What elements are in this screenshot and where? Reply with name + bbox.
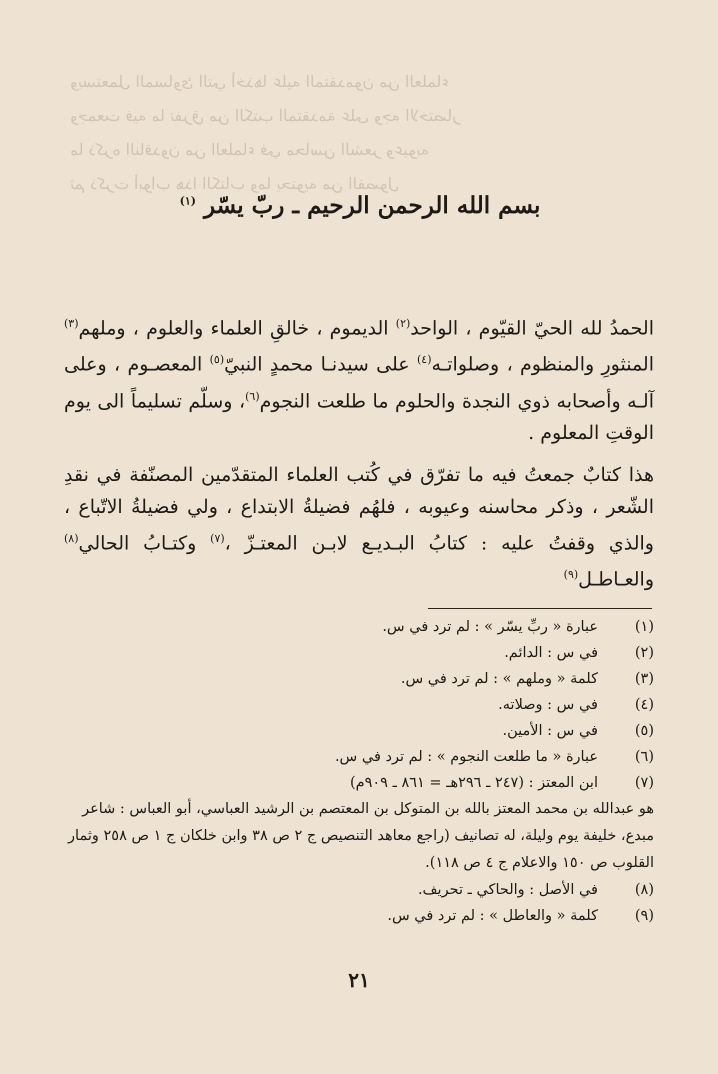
footnotes xyxy=(64,614,654,929)
footnote-ref: (٨) xyxy=(64,531,79,545)
footnote-ref: (٤) xyxy=(416,353,432,367)
footnote-number: (٣) xyxy=(634,671,654,687)
heading-text: بسم الله الرحمن الرحيم ـ ربّ يسّر xyxy=(203,192,541,219)
text-run: الديموم ، خالقِ العلماء والعلوم ، وملهم xyxy=(78,317,396,340)
bleed-through-line: ويستعمل المساوئ التي أخذها عليه المتقدمون من العلماء xyxy=(70,72,449,91)
footnote-number: (١) xyxy=(634,619,654,635)
footnote-ref: (١) xyxy=(179,194,196,208)
bleed-through-line: ثم ذكرت أبواب هذا الكتاب وما يحتويه من الفصول xyxy=(70,174,400,193)
footnote-number: (٤) xyxy=(634,697,654,713)
footnote-number: (٧) xyxy=(634,775,654,791)
footnote-text: ابن المعتز : (٢٤٧ ـ ٢٩٦هـ = ٨٦١ ـ ٩٠٩م) xyxy=(349,775,598,791)
main-text xyxy=(64,308,654,606)
footnote-text: في س : الأمين. xyxy=(502,723,598,739)
footnote-7-detail: هو عبدالله بن محمد المعتز بالله بن المتوكل بن المعتصم بن الرشيد العباسي، أبو العباس : شاعر مبدع، خليفة يوم وليلة، له تصانيف (راجع معاهد التنصيص ج ٢ ص ٣٨ وابن خلكان ج ١ ص ٢٥٨ وثمار القلوب ص ١٥٠ والاعلام ج ٤ ص ١١٨). xyxy=(68,801,654,871)
basmala-heading xyxy=(80,192,640,219)
text-run: والعـاطـل xyxy=(578,568,654,591)
page-number: ٢١ xyxy=(348,968,370,992)
text-run: هذا كتابٌ جمعتُ فيه ما تفرّق في كُتب العلماء المتقدّمين المصنّفة في نقدِ الشّعر ، وذكر محاسنه وعيوبه ، فلهُم فضيلةُ الابتداع ، ولي فضيلةُ الاتّباع ، والذي وقفتُ عليه : كتابُ البـديـع لابـن المعتـزّ ، xyxy=(64,463,654,555)
paragraph-1 xyxy=(64,308,654,449)
footnote-item xyxy=(64,666,654,692)
footnote-item xyxy=(64,640,654,666)
text-run: ، وسلّم تسليماً الى يوم الوقتِ المعلوم . xyxy=(64,389,654,444)
text-run: المنثورِ والمنظوم ، وصلواتـه xyxy=(431,353,655,376)
footnote-text: عبارة « ما طلعت النجوم » : لم ترد في س. xyxy=(334,749,598,765)
footnote-ref: (٧) xyxy=(210,531,225,545)
footnote-item xyxy=(64,692,654,718)
footnote-text: في س : وصلاته. xyxy=(498,697,598,713)
footnote-text: عبارة « ربِّ يسّر » : لم ترد في س. xyxy=(382,619,598,635)
footnote-number: (٥) xyxy=(634,723,654,739)
footnote-number: (٩) xyxy=(634,908,654,924)
footnote-item xyxy=(64,877,654,903)
footnote-number: (٦) xyxy=(634,749,654,765)
footnote-ref: (٥) xyxy=(209,353,225,367)
bleed-through-line: وجمعت فيه ما تفرق من الكتب المتقدمة على وجه الاختصار xyxy=(70,106,460,125)
text-run: المعصـوم ، وعلى آلـه وأصحابه ذوي النجدة والحلوم ما طلعت النجوم xyxy=(64,353,654,412)
footnote-divider xyxy=(428,608,652,609)
bleed-through-line: ما ذكره الناقدون من العلماء في محاسن الشعر وعيوبه xyxy=(70,140,430,159)
footnote-text: في الأصل : والحاكي ـ تحريف. xyxy=(417,882,598,898)
text-run: وكتـابُ الحالي xyxy=(78,532,211,555)
footnote-ref: (٩) xyxy=(563,568,579,582)
paragraph-2 xyxy=(64,459,654,596)
footnote-item xyxy=(64,718,654,744)
text-run: على سيدنـا محمدٍ النبيّ xyxy=(224,353,417,376)
footnote-text: في س : الدائم. xyxy=(504,645,598,661)
footnote-ref: (٢) xyxy=(395,317,411,330)
footnote-number: (٨) xyxy=(634,882,654,898)
footnote-ref: (٦) xyxy=(245,389,260,403)
footnote-text: كلمة « والعاطل » : لم ترد في س. xyxy=(387,908,598,924)
footnote-item xyxy=(64,614,654,640)
footnote-number: (٢) xyxy=(634,645,654,661)
footnote-item xyxy=(64,744,654,770)
footnote-ref: (٣) xyxy=(64,317,79,330)
footnote-text: كلمة « وملهم » : لم ترد في س. xyxy=(400,671,598,687)
text-run: الحمدُ لله الحيّ القيّوم ، الواحد xyxy=(410,317,654,340)
footnote-item xyxy=(64,770,654,796)
footnote-item xyxy=(64,903,654,929)
